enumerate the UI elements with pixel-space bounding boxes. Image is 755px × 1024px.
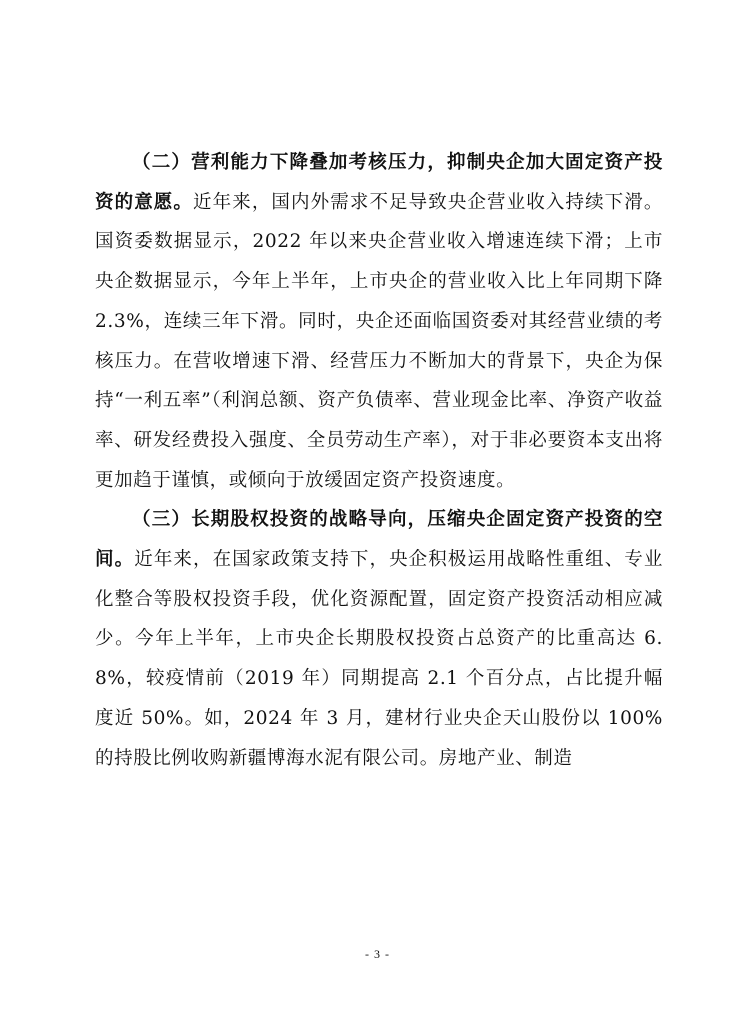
paragraph-equity-investment [95,500,663,778]
page-number: - 3 - [365,947,390,961]
paragraph-heading: （三）长期股权投资的战略导向，压缩央企固定资产投资的空间。 [95,509,663,571]
document-body [95,143,663,778]
paragraph-text: 近年来，国内外需求不足导致央企营业收入持续下滑。国资委数据显示，2022 年以来央企营业收入增速连续下滑；上市央企数据显示，今年上半年，上市央企的营业收入比上年同期下降 2.3%，连续三年下滑。同时，央企还面临国资委对其经营业绩的考核压力。在营收增速下滑、经营压力不断加大的背景下，央企为保持“一利五率”（利润总额、资产负债率、营业现金比率、净资产收益率、研发经费投入强度、全员劳动生产率），对于非必要资本支出将更加趋于谨慎，或倾向于放缓固定资产投资速度。 [95,191,663,491]
paragraph-heading: （二）营利能力下降叠加考核压力，抑制央企加大固定资产投资的意愿。 [95,152,663,213]
paragraph-text: 近年来，在国家政策支持下，央企积极运用战略性重组、专业化整合等股权投资手段，优化资源配置，固定资产投资活动相应减少。今年上半年，上市央企长期股权投资占总资产的比重高达 6.8%，较疫情前（2019 年）同期提高 2.1 个百分点，占比提升幅度近 50%。如，2024 年 3 月，建材行业央企天山股份以 100%的持股比例收购新疆博海水泥有限公司。房地产业、制造 [95,549,664,769]
paragraph-profitability [95,143,663,500]
